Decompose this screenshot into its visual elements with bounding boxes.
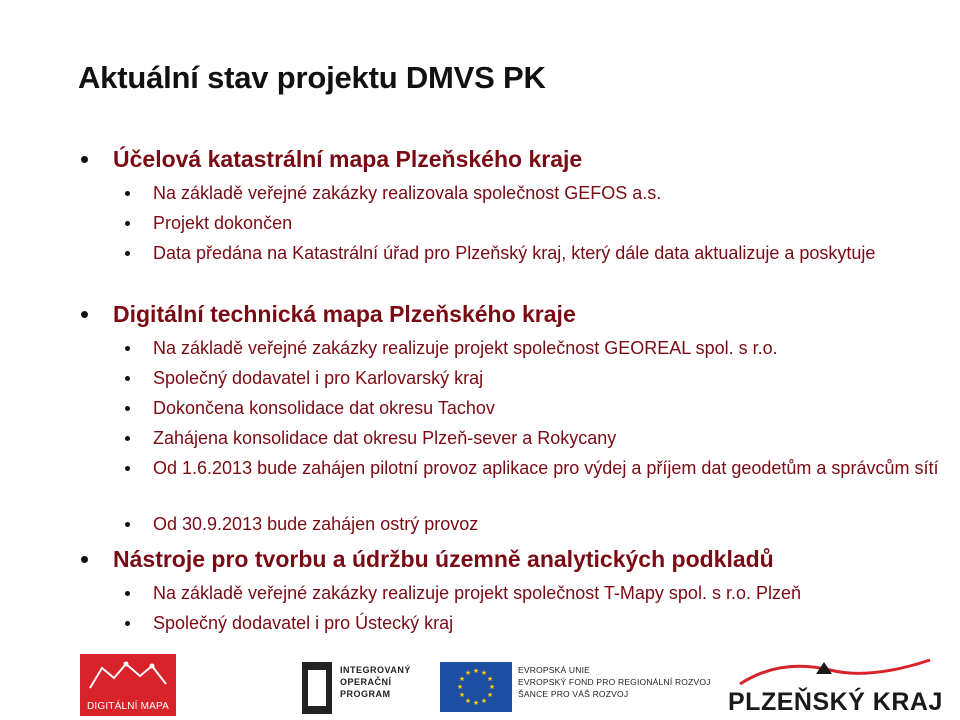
region-logo-text: PLZEŇSKÝ KRAJ bbox=[728, 688, 943, 716]
list-item: Projekt dokončen bbox=[153, 211, 953, 236]
slide-title: Aktuální stav projektu DMVS PK bbox=[78, 60, 546, 95]
svg-text:★: ★ bbox=[480, 697, 488, 705]
footer-logos bbox=[0, 640, 960, 720]
region-crest-icon bbox=[720, 654, 950, 688]
iop-logo-text bbox=[340, 664, 411, 700]
svg-text:★: ★ bbox=[488, 683, 496, 691]
svg-text:★: ★ bbox=[472, 667, 480, 675]
list-item: Od 1.6.2013 bude zahájen pilotní provoz aplikace pro výdej a příjem dat geodetům a správcům sítí bbox=[153, 456, 953, 481]
list-item: Zahájena konsolidace dat okresu Plzeň-sever a Rokycany bbox=[153, 426, 953, 451]
list-item: Na základě veřejné zakázky realizuje projekt společnost T-Mapy spol. s r.o. Plzeň bbox=[153, 581, 953, 606]
list-item: Společný dodavatel i pro Ústecký kraj bbox=[153, 611, 953, 636]
iop-line: INTEGROVANÝ bbox=[340, 665, 411, 675]
svg-text:★: ★ bbox=[464, 697, 472, 705]
eu-flag-icon bbox=[440, 662, 512, 712]
eu-line: ŠANCE PRO VÁŠ ROZVOJ bbox=[518, 689, 629, 699]
list-item: Dokončena konsolidace dat okresu Tachov bbox=[153, 396, 953, 421]
iop-line: PROGRAM bbox=[340, 689, 391, 699]
list-item: Data předána na Katastrální úřad pro Plzeňský kraj, který dále data aktualizuje a poskytuje bbox=[153, 241, 953, 266]
iop-line: OPERAČNÍ bbox=[340, 677, 392, 687]
list-item: Společný dodavatel i pro Karlovarský kraj bbox=[153, 366, 953, 391]
list-item: Na základě veřejné zakázky realizuje projekt společnost GEOREAL spol. s r.o. bbox=[153, 336, 953, 361]
iop-logo bbox=[302, 662, 432, 714]
svg-text:★: ★ bbox=[464, 669, 472, 677]
svg-text:★: ★ bbox=[472, 699, 480, 707]
iop-mark-inner bbox=[308, 670, 326, 706]
svg-text:★: ★ bbox=[458, 691, 466, 699]
plzensky-kraj-logo bbox=[720, 654, 950, 716]
section-heading-cadastral-map: Účelová katastrální mapa Plzeňského kraje bbox=[113, 144, 943, 174]
svg-text:★: ★ bbox=[486, 675, 494, 683]
section-heading-tools: Nástroje pro tvorbu a údržbu územně analytických podkladů bbox=[113, 544, 943, 574]
digital-map-logo bbox=[80, 654, 176, 716]
list-item: Od 30.9.2013 bude zahájen ostrý provoz bbox=[153, 512, 953, 537]
svg-text:★: ★ bbox=[486, 691, 494, 699]
section-heading-technical-map: Digitální technická mapa Plzeňského kraje bbox=[113, 299, 943, 329]
svg-text:★: ★ bbox=[458, 675, 466, 683]
list-item: Na základě veřejné zakázky realizovala společnost GEFOS a.s. bbox=[153, 181, 953, 206]
eu-line: EVROPSKÝ FOND PRO REGIONÁLNÍ ROZVOJ bbox=[518, 677, 711, 687]
eu-logo-text bbox=[518, 664, 711, 700]
eu-line: EVROPSKÁ UNIE bbox=[518, 665, 591, 675]
digital-map-logo-text: DIGITÁLNÍ MAPA bbox=[86, 701, 170, 712]
svg-text:★: ★ bbox=[456, 683, 464, 691]
svg-text:★: ★ bbox=[480, 669, 488, 677]
map-outline-icon bbox=[80, 654, 176, 700]
